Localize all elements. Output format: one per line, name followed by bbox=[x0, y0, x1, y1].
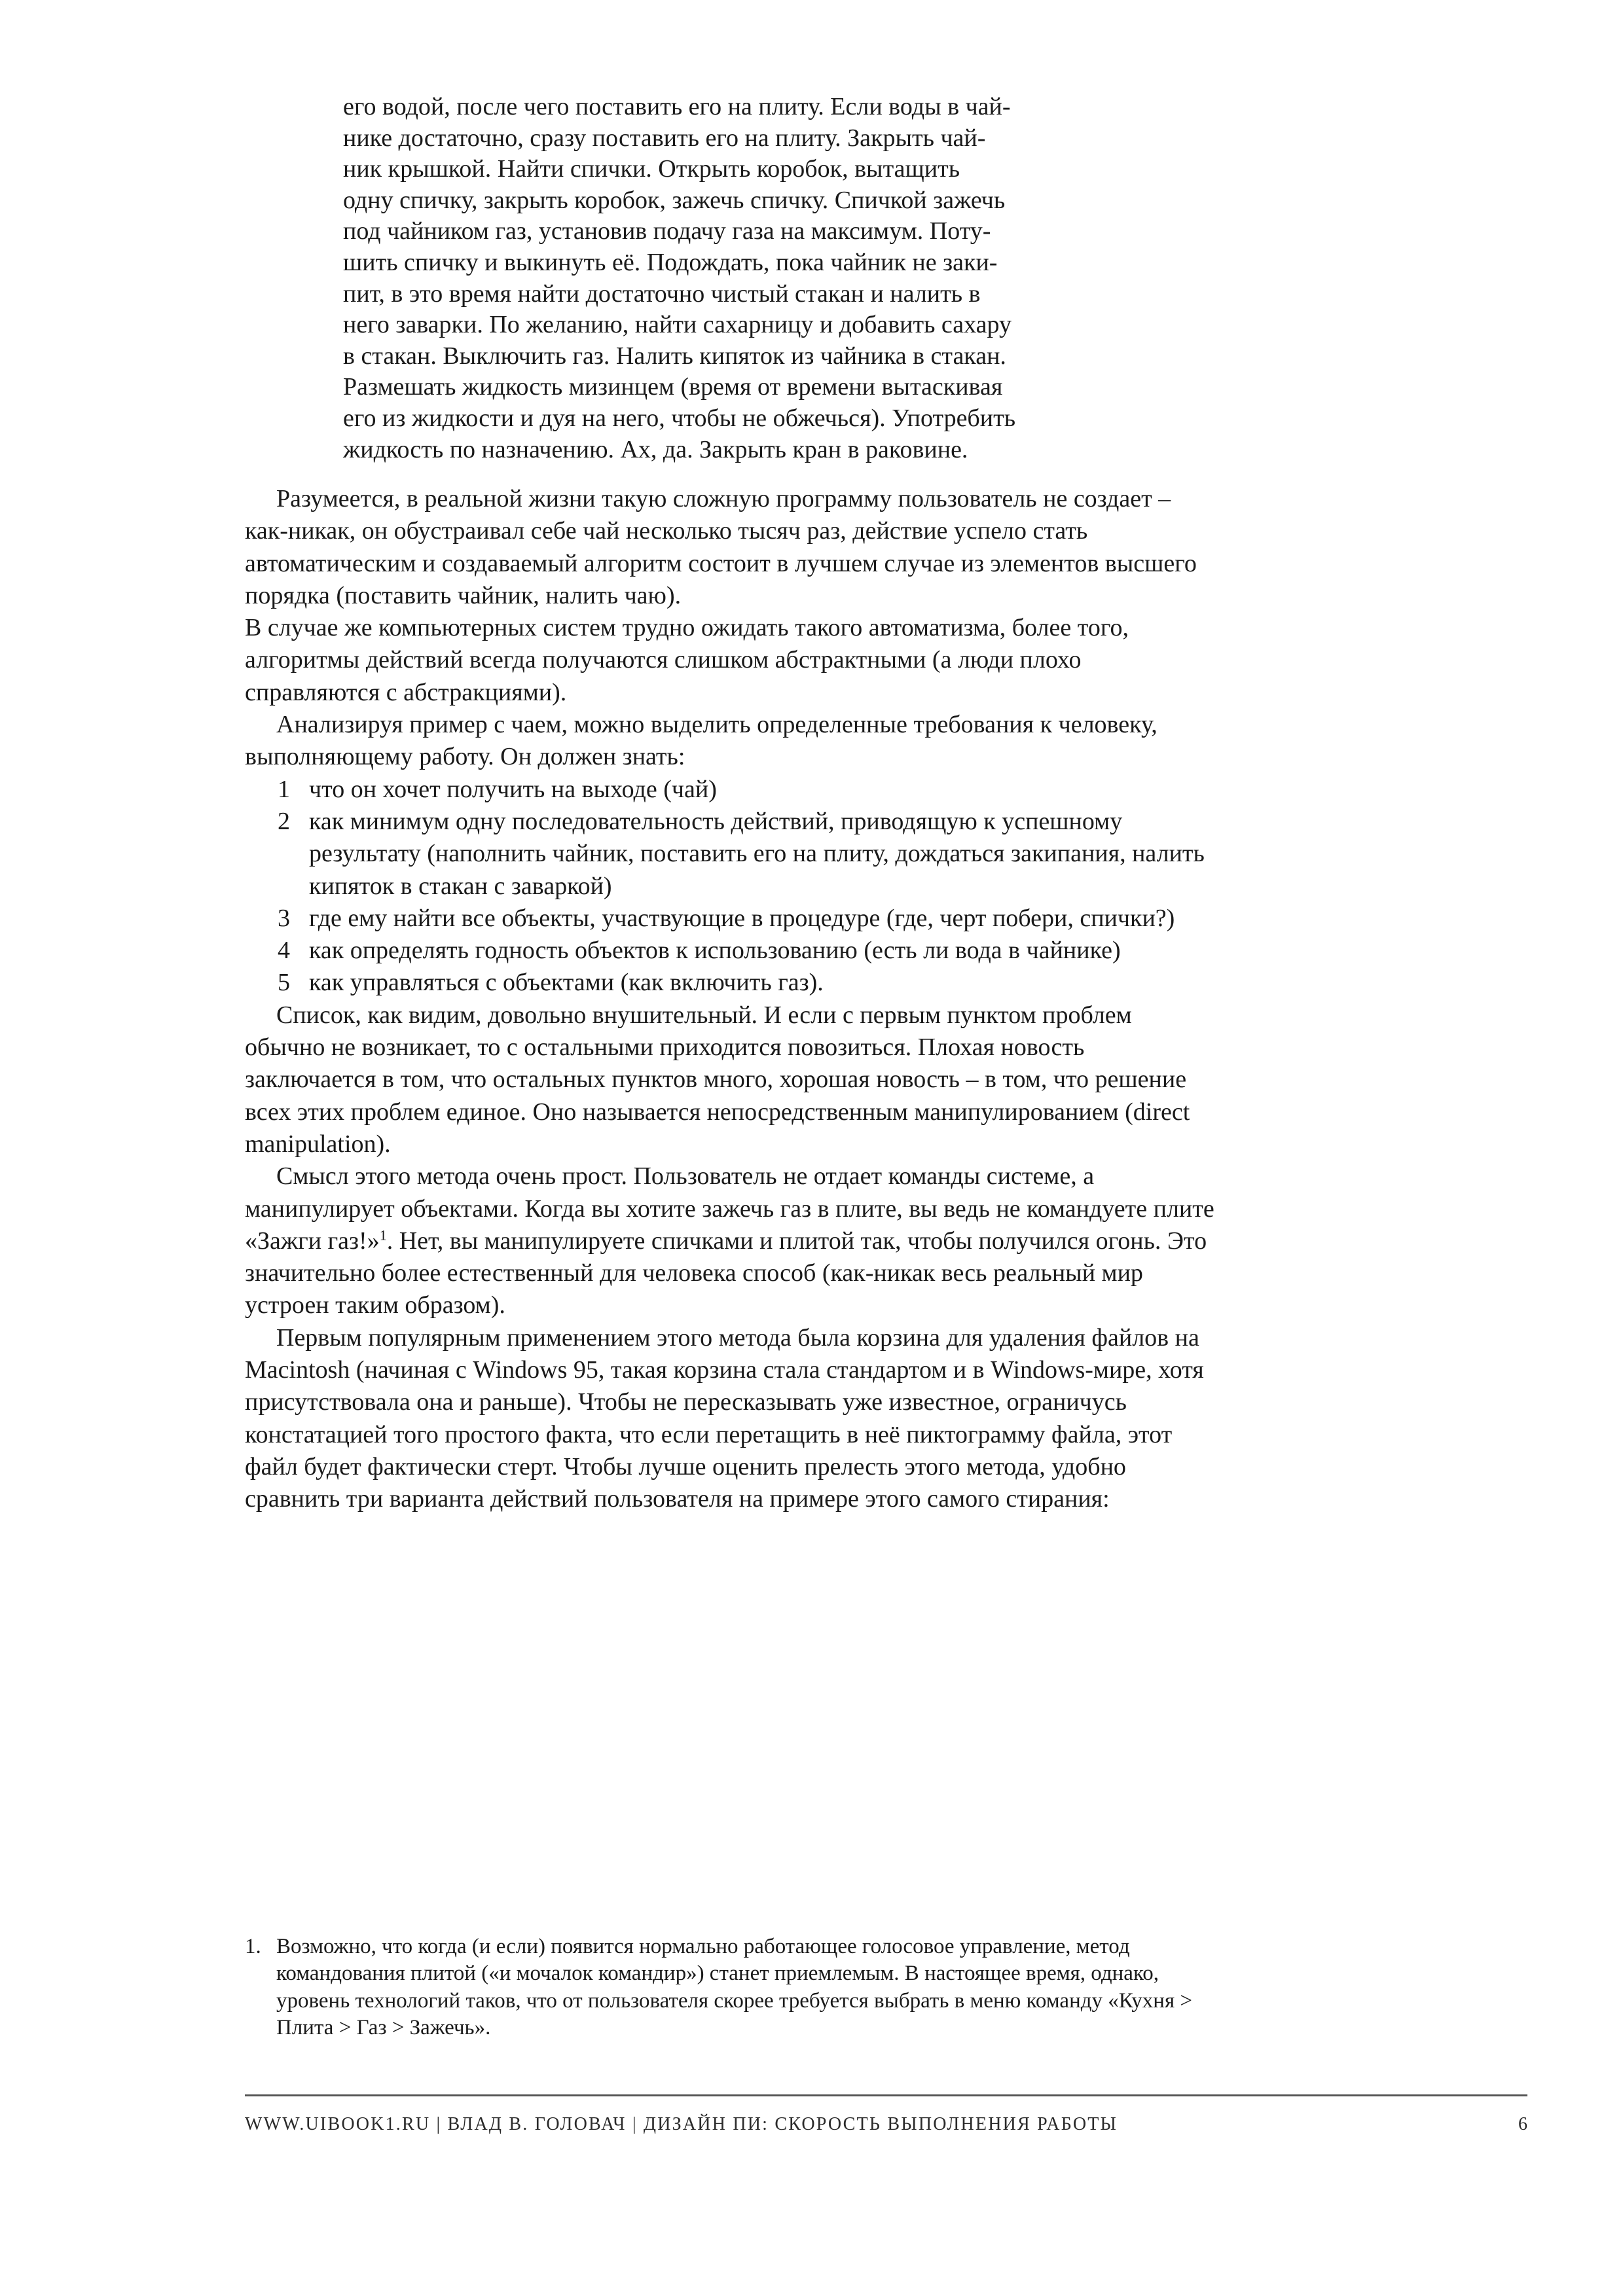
paragraph-realistic-tea: Разумеется, в реальной жизни такую сложную программу пользователь не создает – как-никак, он обустраивал себе чай несколько тысяч раз, действие успело стать автоматическим и создаваемый алгоритм состоит в лучшем случае из элементов высшего порядка (поставить чайник, налить чаю). bbox=[245, 485, 1197, 609]
quote-line: его водой, после чего поставить его на плиту. Если воды в чай- bbox=[343, 93, 1011, 120]
page-number: 6 bbox=[1518, 2114, 1527, 2134]
paragraph-direct-manipulation bbox=[245, 1160, 1217, 1321]
list-item-number: 4 bbox=[278, 937, 290, 965]
paragraph-trash-example: Первым популярным применением этого метода была корзина для удаления файлов на Macintosh (начиная с Windows 95, такая корзина стала стандартом и в Windows-мире, хотя присутствовала она и раньше). Чтобы не пересказывать уже известное, ограничусь констатацией того простого факта, что если перетащить в неё пиктограмму файла, этот файл будет фактически стерт. Чтобы лучше оценить прелесть этого метода, удобно сравнить три варианта действий пользователя на примере этого самого стирания: bbox=[245, 1323, 1204, 1513]
paragraph-computer-systems: В случае же компьютерных систем трудно ожидать такого автоматизма, более того, алгоритмы действий всегда получаются слишком абстрактными (а люди плохо справляются с абстракциями). bbox=[245, 614, 1129, 706]
list-item-number: 1 bbox=[278, 775, 290, 803]
paragraph-text: . Нет, вы манипулируете спичками и плитой так, чтобы получился огонь. Это значительно более естественный для человека способ (как-никак весь реальный мир устроен таким образом). bbox=[245, 1227, 1207, 1319]
list-item bbox=[245, 774, 1217, 806]
list-item-number: 3 bbox=[278, 904, 290, 932]
list-item-text: как минимум одну последовательность действий, приводящую к успешному результату (наполнить чайник, поставить его на плиту, дождаться закипания, налить кипяток в стакан с заваркой) bbox=[309, 807, 1205, 900]
paragraph-requirements-intro: Анализируя пример с чаем, можно выделить определенные требования к человеку, выполняющему работу. Он должен знать: bbox=[245, 711, 1158, 771]
footnote-reference[interactable]: 1 bbox=[379, 1227, 387, 1244]
list-item-text: что он хочет получить на выходе (чай) bbox=[309, 775, 717, 803]
quote-line: ник крышкой. Найти спички. Открыть коробок, вытащить bbox=[343, 155, 960, 183]
list-item bbox=[245, 903, 1217, 935]
quote-block bbox=[343, 92, 1188, 465]
list-item-number: 5 bbox=[278, 969, 290, 997]
quote-line: нике достаточно, сразу поставить его на плиту. Закрыть чай- bbox=[343, 124, 986, 152]
quote-line: его из жидкости и дуя на него, чтобы не обжечься). Употребить bbox=[343, 404, 1016, 432]
quote-line: шить спичку и выкинуть её. Подождать, пока чайник не заки- bbox=[343, 248, 998, 276]
quote-line: одну спичку, закрыть коробок, зажечь спичку. Спичкой зажечь bbox=[343, 186, 1006, 214]
footnote-number: 1. bbox=[245, 1935, 261, 1958]
list-item-text: как определять годность объектов к использованию (есть ли вода в чайнике) bbox=[309, 937, 1121, 965]
list-item-text: как управляться с объектами (как включить газ). bbox=[309, 969, 824, 997]
quote-line: в стакан. Выключить газ. Налить кипяток из чайника в стакан. bbox=[343, 342, 1006, 370]
list-item bbox=[245, 935, 1217, 967]
quote-line: под чайником газ, установив подачу газа на максимум. Поту- bbox=[343, 217, 991, 245]
quote-line: него заварки. По желанию, найти сахарницу и добавить сахару bbox=[343, 311, 1012, 339]
list-item bbox=[245, 806, 1217, 903]
paragraph-list-summary: Список, как видим, довольно внушительный. И если с первым пунктом проблем обычно не возникает, то с остальными приходится повозиться. Плохая новость заключается в том, что остальных пунктов много, хорошая новость – в том, что решение всех этих проблем единое. Оно называется непосредственным манипулированием (direct manipulation). bbox=[245, 1001, 1190, 1158]
quote-line: жидкость по назначению. Ах, да. Закрыть кран в раковине. bbox=[343, 435, 968, 463]
footer-divider bbox=[245, 2094, 1527, 2096]
list-item-text: где ему найти все объекты, участвующие в процедуре (где, черт побери, спички?) bbox=[309, 904, 1175, 932]
page-footer bbox=[245, 2114, 1527, 2135]
footnote-text: Возможно, что когда (и если) появится нормально работающее голосовое управление, метод командования плитой («и мочалок командир») станет приемлемым. В настоящее время, однако, уровень технологий таков, что от пользователя скорее требуется выбрать в меню команду «Кухня > Плита > Газ > Зажечь». bbox=[276, 1935, 1193, 2039]
footnote bbox=[245, 1933, 1214, 2041]
list-item bbox=[245, 967, 1217, 999]
requirements-list bbox=[245, 774, 1217, 999]
main-text bbox=[245, 483, 1217, 1516]
quote-line: Размешать жидкость мизинцем (время от времени вытаскивая bbox=[343, 373, 1003, 401]
list-item-number: 2 bbox=[278, 807, 290, 835]
paragraph-text: Смысл этого метода очень прост. Пользователь не отдает команды системе, а манипулирует объектами. Когда вы хотите зажечь газ в плите, вы ведь не командуете плите «Зажги газ!» bbox=[245, 1162, 1214, 1255]
running-head[interactable]: WWW.UIBOOK1.RU | ВЛАД В. ГОЛОВАЧ | ДИЗАЙН ПИ: СКОРОСТЬ ВЫПОЛНЕНИЯ РАБОТЫ bbox=[245, 2114, 1118, 2134]
quote-line: пит, в это время найти достаточно чистый стакан и налить в bbox=[343, 279, 981, 308]
